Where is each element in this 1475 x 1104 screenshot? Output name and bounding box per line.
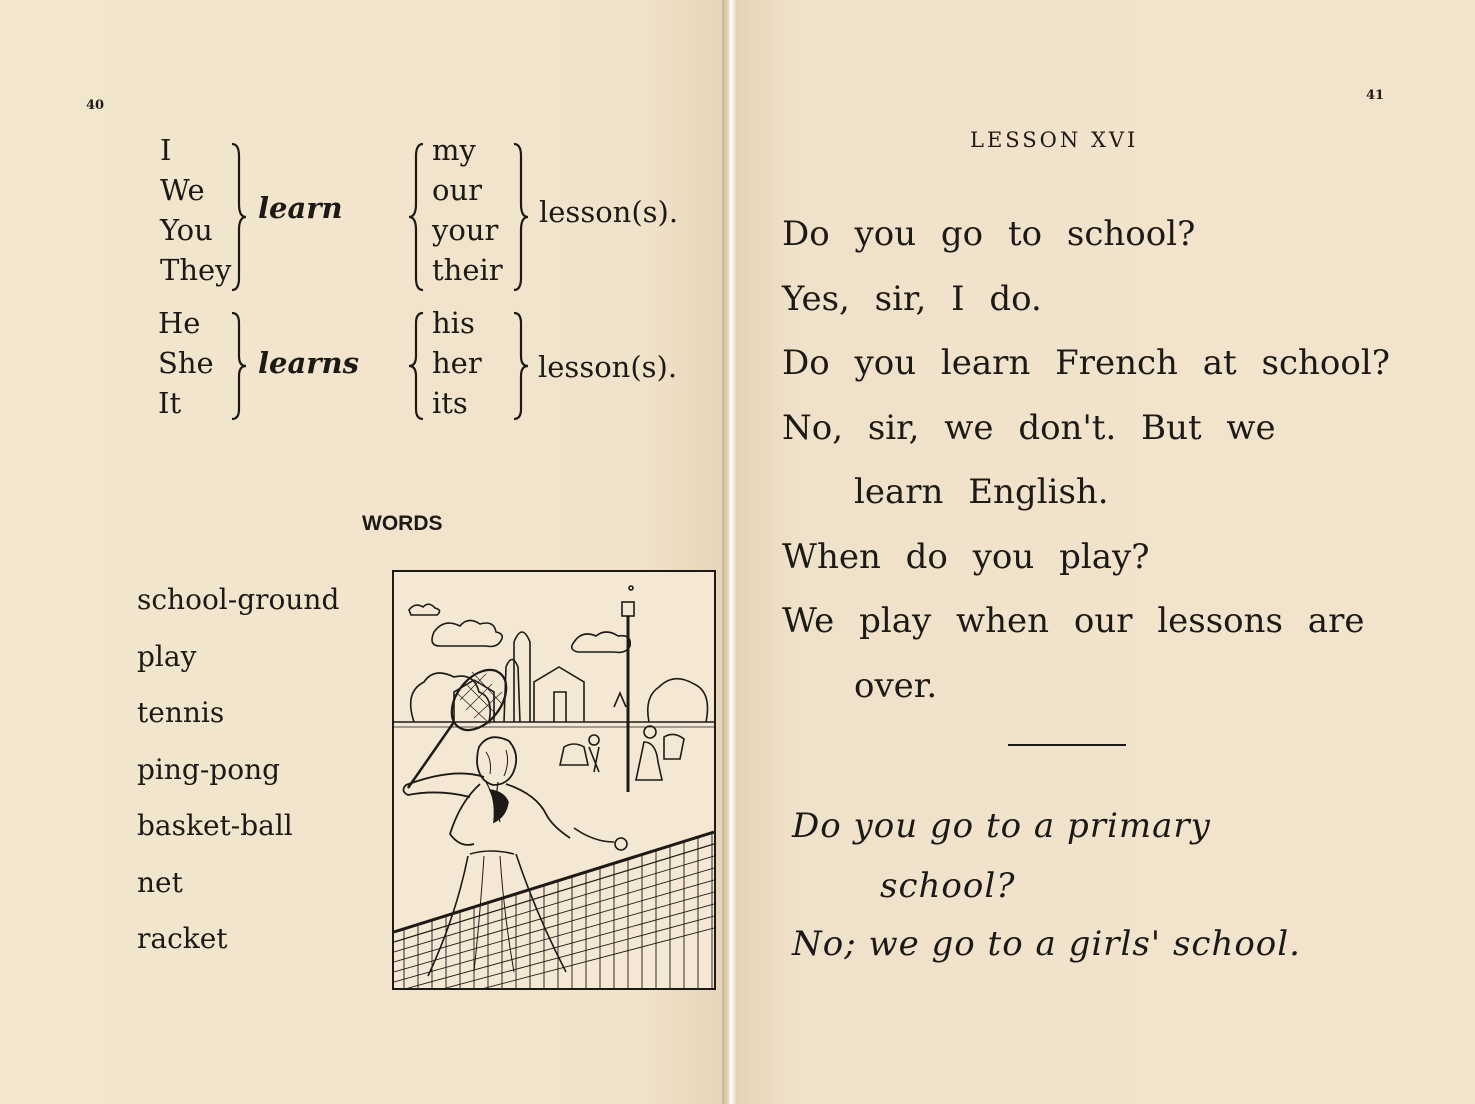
- left-brace: [407, 311, 425, 421]
- page-number-left: 40: [86, 98, 105, 113]
- pronoun: He: [158, 306, 201, 340]
- words-heading: WORDS: [362, 512, 443, 535]
- dialogue-line: Yes, sir, I do.: [782, 278, 1042, 319]
- list-item: basket-ball: [137, 809, 293, 842]
- list-item: tennis: [137, 696, 225, 729]
- dialogue-line: No, sir, we don't. But we: [782, 407, 1276, 448]
- list-item: play: [137, 639, 197, 673]
- verb-learns: learns: [258, 346, 359, 380]
- right-brace: [512, 142, 530, 292]
- pronoun: You: [160, 213, 213, 247]
- possessive: our: [432, 173, 482, 207]
- lesson-dialogue: [782, 202, 1402, 718]
- possessive: his: [432, 306, 475, 340]
- list-item: school-ground: [137, 583, 340, 616]
- right-brace: [230, 311, 248, 421]
- dialogue-line: When do you play?: [782, 536, 1150, 577]
- possessive: their: [432, 253, 503, 287]
- possessive: your: [432, 213, 499, 247]
- script-line: Do you go to a primary: [792, 806, 1211, 846]
- pronoun: We: [160, 173, 205, 207]
- script-line: No; we go to a girls' school.: [792, 924, 1301, 964]
- possessive: my: [432, 133, 476, 167]
- lesson-title: LESSON XVI: [970, 128, 1139, 152]
- object-lessons: lesson(s).: [539, 195, 679, 229]
- dialogue-line: Do you learn French at school?: [782, 343, 1390, 383]
- list-item: ping-pong: [137, 752, 281, 786]
- tennis-drawing: [394, 572, 714, 988]
- possessive: its: [432, 386, 468, 420]
- dialogue-line: over.: [854, 665, 938, 706]
- possessive-column: [432, 303, 482, 423]
- list-item: net: [137, 865, 183, 899]
- object-lessons: lesson(s).: [538, 350, 678, 384]
- pronoun: She: [158, 346, 214, 380]
- right-brace: [512, 311, 530, 421]
- right-brace: [230, 142, 248, 292]
- dialogue-line: Do you go to school?: [782, 214, 1196, 254]
- section-divider: [1008, 744, 1126, 746]
- possessive: her: [432, 346, 482, 380]
- page-number-right: 41: [1366, 88, 1385, 103]
- pronoun: It: [158, 386, 182, 420]
- dialogue-line: learn English.: [854, 472, 1109, 512]
- left-page: [0, 0, 724, 1104]
- tennis-illustration: [392, 570, 716, 990]
- possessive-column: [432, 130, 503, 290]
- pronoun-column: [160, 130, 232, 290]
- list-item: racket: [137, 922, 228, 955]
- verb-learn: learn: [258, 191, 343, 225]
- script-line: school?: [880, 866, 1016, 906]
- left-brace: [407, 142, 425, 292]
- dialogue-line: We play when our lessons are: [782, 601, 1365, 641]
- pronoun: They: [160, 253, 232, 287]
- pronoun-column: [158, 303, 214, 423]
- vocabulary-list: [137, 580, 339, 976]
- pronoun: I: [160, 133, 172, 167]
